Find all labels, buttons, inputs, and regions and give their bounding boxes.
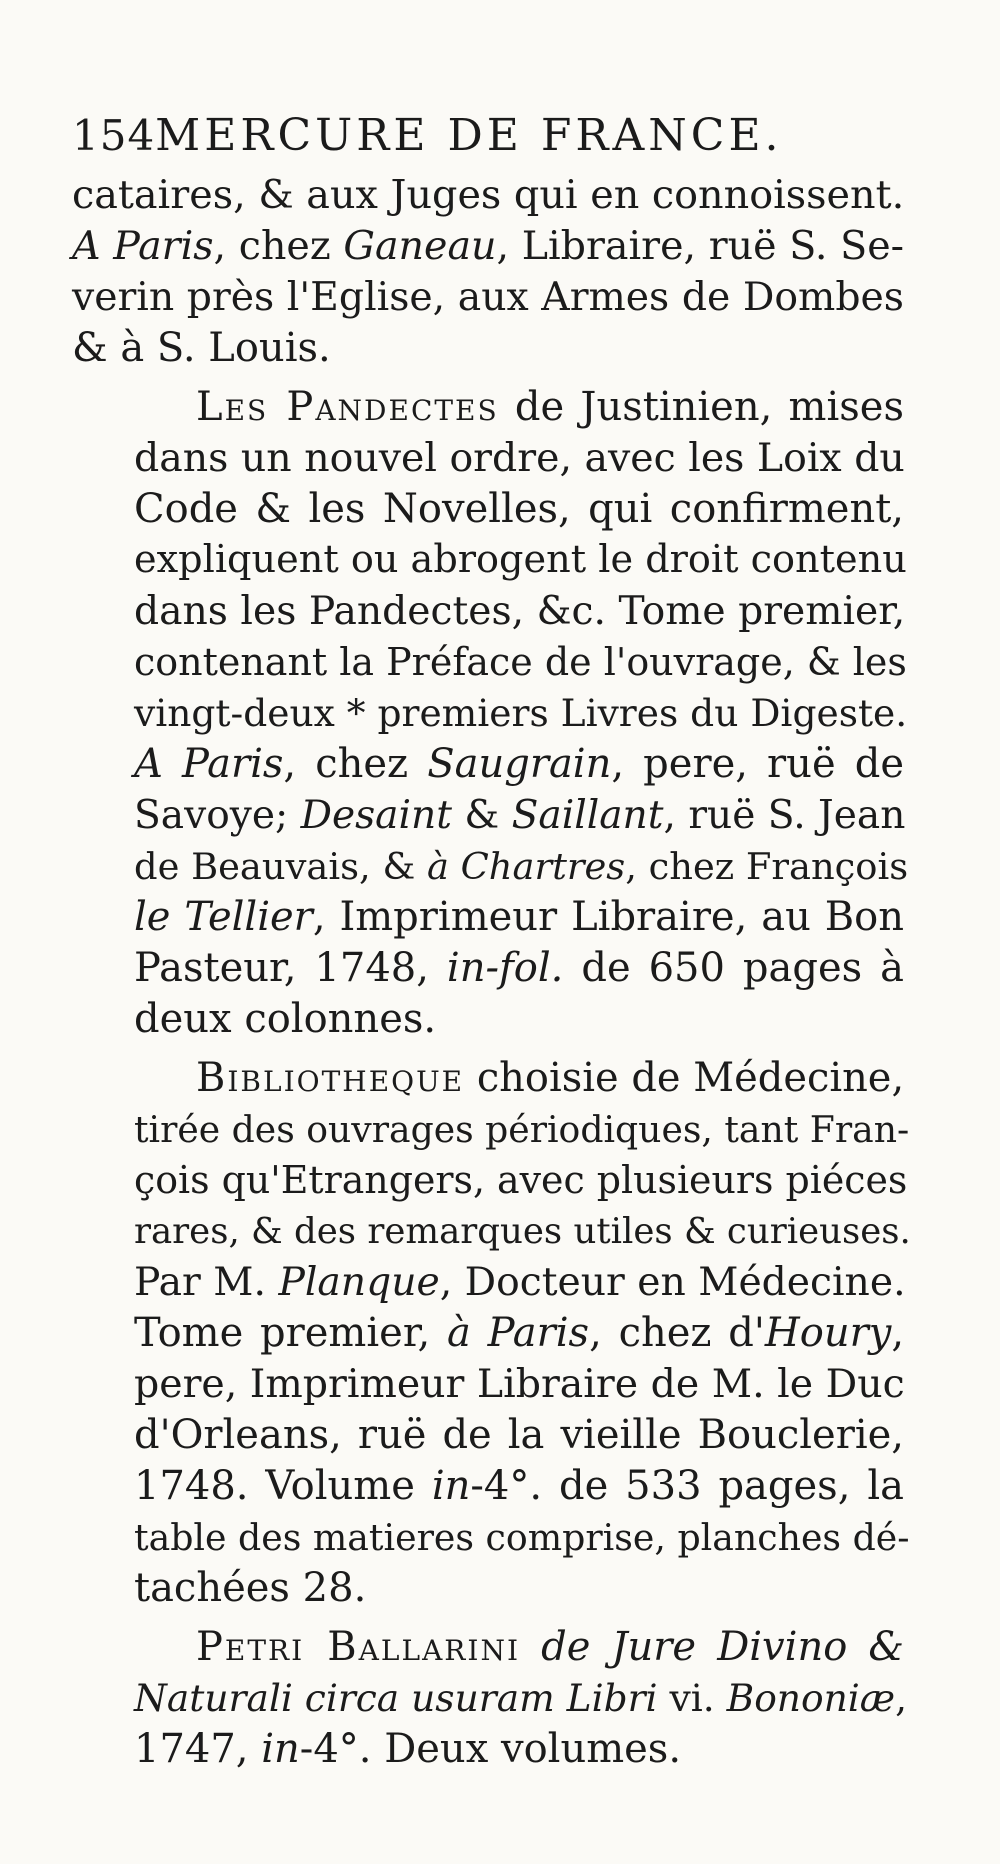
- text-run: Pasteur, 1748,: [134, 945, 447, 991]
- text-run: Code & les Novelles, qui confirment,: [134, 486, 904, 532]
- text-run: de 650 pages à: [563, 945, 904, 991]
- text-line: [72, 323, 904, 374]
- text-run: -4°. Deux volumes.: [299, 1726, 682, 1772]
- italic-text: à Paris: [447, 1310, 590, 1356]
- italic-text: A Paris: [72, 223, 214, 269]
- italic-text: à Chartres: [426, 845, 626, 888]
- text-line: [72, 1359, 904, 1410]
- text-line: [72, 1104, 910, 1155]
- text-run: , Imprimeur Libraire, au Bon: [312, 894, 904, 940]
- text-run: dans un nouvel ordre, avec les Loix du: [134, 435, 905, 481]
- paragraph: [72, 1053, 911, 1614]
- text-line: [72, 1410, 904, 1461]
- text-run: , chez d': [589, 1310, 765, 1356]
- text-run: tachées 28.: [134, 1565, 367, 1611]
- text-run: Par M.: [134, 1260, 279, 1305]
- text-run: expliquent ou abrogent le droit contenu: [134, 538, 907, 582]
- text-line: [72, 1512, 910, 1563]
- text-run: dans les Pandectes, &c. Tome premier,: [134, 589, 906, 634]
- body-text: [72, 170, 911, 1775]
- italic-text: Bononiæ: [726, 1676, 896, 1720]
- text-run: table des matieres comprise, planches dé-: [134, 1516, 910, 1559]
- text-line: [72, 1461, 904, 1512]
- paragraph: [72, 1622, 908, 1775]
- text-line: [72, 1206, 911, 1257]
- text-line: [72, 272, 904, 323]
- text-run: Tome premier,: [134, 1310, 448, 1356]
- text-run: contenant la Préface de l'ouvrage, & les: [134, 640, 907, 684]
- text-run: , chez: [213, 223, 344, 269]
- text-line: [72, 1622, 904, 1673]
- italic-text: in-fol.: [446, 945, 564, 991]
- text-run: çois qu'Etrangers, avec plusieurs piéces: [134, 1158, 908, 1202]
- text-run: de Justinien, mises: [498, 384, 904, 430]
- text-line: [72, 841, 909, 892]
- text-run: d'Orleans, ruë de la vieille Bouclerie,: [134, 1412, 904, 1458]
- text-run: Savoye;: [134, 793, 301, 838]
- italic-text: Naturali circa usuram Libri: [134, 1676, 658, 1720]
- text-line: [72, 1308, 904, 1359]
- text-run: de Beauvais, &: [134, 845, 427, 888]
- text-run: [520, 1624, 541, 1670]
- italic-text: Saillant: [511, 793, 664, 838]
- small-caps-text: Petri Ballarini: [196, 1624, 521, 1670]
- italic-text: Houry: [764, 1310, 892, 1356]
- text-run: , chez François: [625, 845, 909, 888]
- paragraph: [72, 382, 909, 1045]
- text-line: [72, 637, 907, 688]
- text-run: & à S. Louis.: [72, 325, 331, 371]
- paragraph: [72, 170, 904, 374]
- italic-text: le Tellier: [134, 894, 313, 940]
- text-line: [72, 484, 904, 535]
- text-line: [72, 535, 907, 586]
- text-run: -4°. de 533 pages, la: [470, 1463, 904, 1509]
- italic-text: A Paris: [134, 741, 284, 787]
- italic-text: in: [431, 1463, 471, 1509]
- text-run: &: [451, 793, 512, 838]
- italic-text: Planque: [278, 1260, 440, 1305]
- text-run: , ruë S. Jean: [663, 793, 906, 838]
- text-line: [72, 586, 904, 637]
- page-number: 154: [72, 111, 156, 160]
- text-line: [72, 1673, 908, 1724]
- text-run: , pere, ruë de: [611, 741, 904, 787]
- text-line: [72, 1257, 904, 1308]
- text-run: , Libraire, ruë S. Se-: [496, 223, 905, 269]
- text-run: 1748. Volume: [134, 1463, 432, 1509]
- text-run: verin près l'Eglise, aux Armes de Dombes: [72, 274, 904, 320]
- text-run: , chez: [283, 741, 428, 787]
- italic-text: Saugrain: [427, 741, 612, 787]
- italic-text: de Jure Divino &: [541, 1624, 905, 1670]
- text-line: [72, 1563, 904, 1614]
- text-run: vingt-deux * premiers Livres du Digeste.: [134, 691, 908, 735]
- text-line: [72, 1155, 908, 1206]
- running-header: [72, 108, 783, 164]
- text-line: [72, 221, 904, 272]
- text-run: deux colonnes.: [134, 996, 437, 1042]
- text-line: [72, 1724, 904, 1775]
- text-run: ,: [891, 1310, 905, 1356]
- text-run: rares, & des remarques utiles & curieuses.: [134, 1211, 911, 1252]
- small-caps-text: Bibliotheque: [196, 1055, 465, 1101]
- text-run: 1747,: [134, 1726, 262, 1772]
- text-line: [72, 433, 904, 484]
- italic-text: Ganeau: [343, 223, 497, 269]
- text-run: ,: [895, 1676, 908, 1720]
- text-line: [72, 688, 908, 739]
- text-run: tirée des ouvrages périodiques, tant Fran-: [134, 1108, 910, 1151]
- text-run: choisie de Médecine,: [464, 1055, 905, 1101]
- text-line: [72, 994, 904, 1045]
- italic-text: Desaint: [300, 793, 452, 838]
- text-line: [72, 170, 904, 221]
- running-title: MERCURE DE FRANCE.: [155, 110, 783, 161]
- text-run: cataires, & aux Juges qui en connoissent.: [72, 172, 905, 218]
- text-line: [72, 790, 904, 841]
- text-run: pere, Imprimeur Libraire de M. le Duc: [134, 1361, 905, 1407]
- text-run: , Docteur en Médecine.: [439, 1260, 906, 1305]
- text-line: [72, 382, 904, 433]
- text-line: [72, 892, 904, 943]
- text-line: [72, 943, 904, 994]
- text-line: [72, 739, 904, 790]
- text-run: vi.: [657, 1676, 727, 1720]
- small-caps-text: Les Pandectes: [196, 384, 499, 430]
- text-line: [72, 1053, 904, 1104]
- italic-text: in: [261, 1726, 300, 1772]
